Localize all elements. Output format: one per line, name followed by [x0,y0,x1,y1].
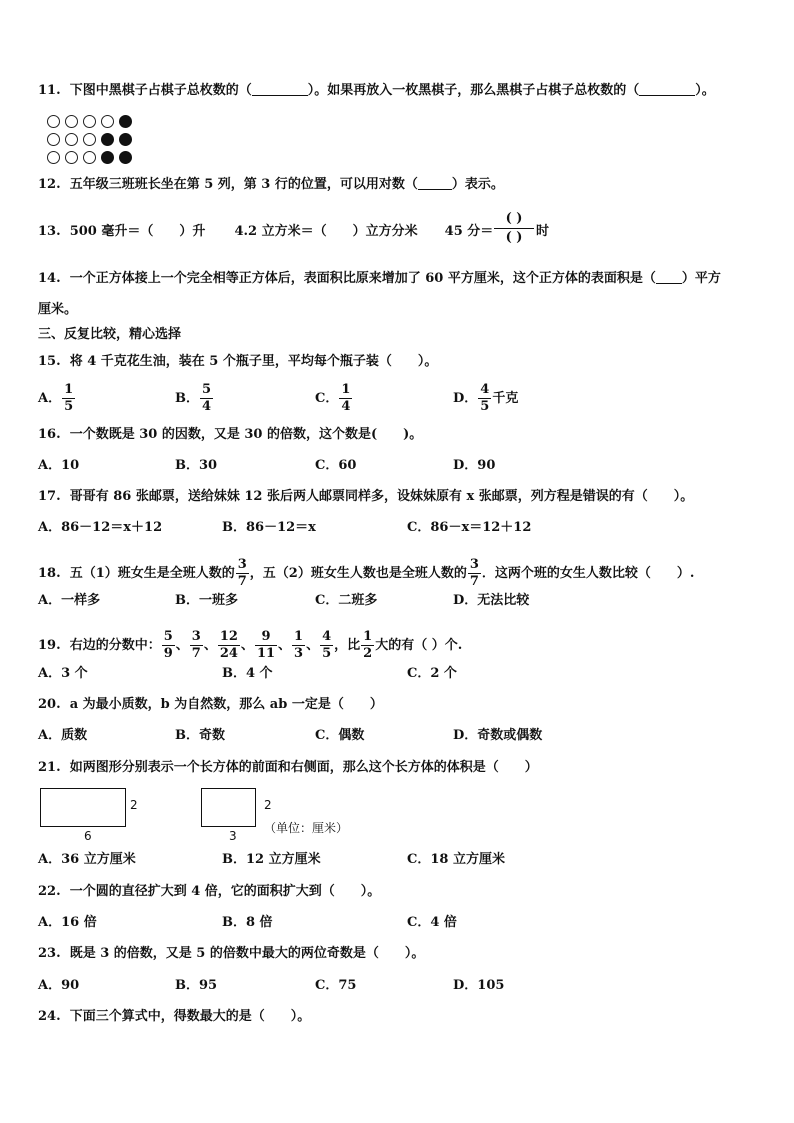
option-c[interactable]: C． $\frac{1}{4}$ [315,382,351,414]
dimension-label: 2 [264,798,272,812]
dimension-label: 3 [229,829,237,843]
fraction: $\frac{1}{4}$ [341,382,351,414]
option-b[interactable]: B．30 [175,458,218,473]
white-stone [47,115,60,128]
option-c[interactable]: C．18 立方厘米 [407,852,505,867]
question-16: 16. 一个数既是 30 的因数，又是 30 的倍数，这个数是( )。 [38,427,423,442]
question-17: 17. 哥哥有 86 张邮票，送给妹妹 12 张后两人邮票同样多，设妹妹原有 x 张邮票，列方程是错误的有（ ）。 [38,489,694,504]
white-stone [47,133,60,146]
option-a[interactable]: A．16 倍 [38,915,97,930]
answer-blank [252,83,308,96]
question-15: 15. 将 4 千克花生油，装在 5 个瓶子里，平均每个瓶子装（ ）。 [38,354,438,369]
option-b[interactable]: B．12 立方厘米 [222,852,321,867]
fraction: $\frac{5}{9}$ [163,629,173,661]
option-b[interactable]: B．奇数 [175,728,225,743]
question-12: 12. 五年级三班班长坐在第 5 列，第 3 行的位置，可以用对数（ ）表示。 [38,177,504,192]
question-11: 11. 下图中黑棋子占棋子总枚数的（ ）。如果再放入一枚黑棋子，那么黑棋子占棋子总枚数的（ ）。 [38,83,715,98]
fraction: $\frac{12}{24}$ [219,629,238,661]
question-21: 21. 如两图形分别表示一个长方体的前面和右侧面，那么这个长方体的体积是（ ） [38,760,538,775]
white-stone [101,115,114,128]
option-d[interactable]: D． $\frac{4}{5}$ 千克 [453,382,519,414]
question-23: 23. 既是 3 的倍数，又是 5 的倍数中最大的两位奇数是（ ）。 [38,946,425,961]
black-stone [101,133,114,146]
option-c[interactable]: C．二班多 [315,593,378,608]
option-c[interactable]: C．86－x＝12＋12 [407,520,532,535]
option-d[interactable]: D．90 [453,458,496,473]
unit-label: （单位：厘米） [264,821,349,835]
side-face-rectangle [201,788,256,827]
option-b[interactable]: B． $\frac{5}{4}$ [175,382,212,414]
option-d[interactable]: D．无法比较 [453,593,530,608]
front-face-rectangle [40,788,126,827]
black-stone [119,115,132,128]
white-stone [83,151,96,164]
fraction: $\frac{3}{7}$ [191,629,201,661]
option-a[interactable]: A．90 [38,978,80,993]
answer-blank [639,83,695,96]
fraction: $\frac{1}{2}$ [363,629,373,661]
option-c[interactable]: C．4 倍 [407,915,457,930]
dimension-label: 2 [130,798,138,812]
question-13: 13. 500 毫升＝（ ）升 4.2 立方米＝（ ）立方分米 45 分＝ [38,224,494,239]
question-14: 14. 一个正方体接上一个完全相等正方体后，表面积比原来增加了 60 平方厘米，这个正方体的表面积是（ ）平方 [38,271,721,286]
section-heading: 三、反复比较，精心选择 [38,327,182,342]
fraction: $\frac{4}{5}$ [480,382,490,414]
question-22: 22. 一个圆的直径扩大到 4 倍，它的面积扩大到（ ）。 [38,884,381,899]
black-stone [119,133,132,146]
option-a[interactable]: A．86－12＝x＋12 [38,520,163,535]
question-20: 20. a 为最小质数，b 为自然数，那么 ab 一定是（ ） [38,697,383,712]
black-stone [119,151,132,164]
option-c[interactable]: C．2 个 [407,666,457,681]
black-stone [101,151,114,164]
fraction: $\frac{1}{5}$ [64,382,74,414]
option-a[interactable]: A．一样多 [38,593,101,608]
option-d[interactable]: D．奇数或偶数 [453,728,543,743]
fraction: $\frac{9}{11}$ [256,629,276,661]
question-14-continued: 厘米。 [38,302,78,317]
answer-blank [418,177,452,190]
option-a[interactable]: A．质数 [38,728,88,743]
option-c[interactable]: C．偶数 [315,728,365,743]
option-a[interactable]: A． $\frac{1}{5}$ [38,382,74,414]
option-a[interactable]: A．10 [38,458,80,473]
option-b[interactable]: B．86－12＝x [222,520,316,535]
question-18: 18. 五（1）班女生是全班人数的 $\frac{3}{7}$ ，五（2）班女生人数也是全班人数的 $\frac{3}{7}$ ．这两个班的女生人数比较（ ）. [38,557,695,589]
option-d[interactable]: D．105 [453,978,505,993]
answer-blank [656,271,682,284]
question-19: 19. 右边的分数中： $\frac{5}{9}$ 、 $\frac{3}{7}$ 、 $\frac{12}{24}$ 、 $\frac{9}{11}$ 、 $\frac{1}{3}$ 、 $\frac{4}{5}$ ，比 $\frac{1}{2}$ 大的有（ ）个. [38,629,463,661]
option-b[interactable]: B．8 倍 [222,915,273,930]
option-c[interactable]: C．75 [315,978,357,993]
fraction: $\frac{3}{7}$ [237,557,247,589]
white-stone [65,115,78,128]
option-b[interactable]: B．一班多 [175,593,238,608]
fraction: $\frac{3}{7}$ [469,557,479,589]
hour-unit: 时 [536,224,550,239]
option-a[interactable]: A．3 个 [38,666,88,681]
dimension-label: 6 [84,829,92,843]
option-b[interactable]: B．4 个 [222,666,273,681]
option-c[interactable]: C．60 [315,458,357,473]
white-stone [65,133,78,146]
question-24: 24. 下面三个算式中，得数最大的是（ ）。 [38,1009,311,1024]
option-a[interactable]: A．36 立方厘米 [38,852,136,867]
fraction: $\frac{1}{3}$ [294,629,304,661]
fraction-blank: ( ) ( ) [494,210,534,247]
fraction: $\frac{4}{5}$ [322,629,332,661]
white-stone [83,133,96,146]
white-stone [65,151,78,164]
option-b[interactable]: B．95 [175,978,218,993]
fraction: $\frac{5}{4}$ [202,382,212,414]
white-stone [83,115,96,128]
white-stone [47,151,60,164]
